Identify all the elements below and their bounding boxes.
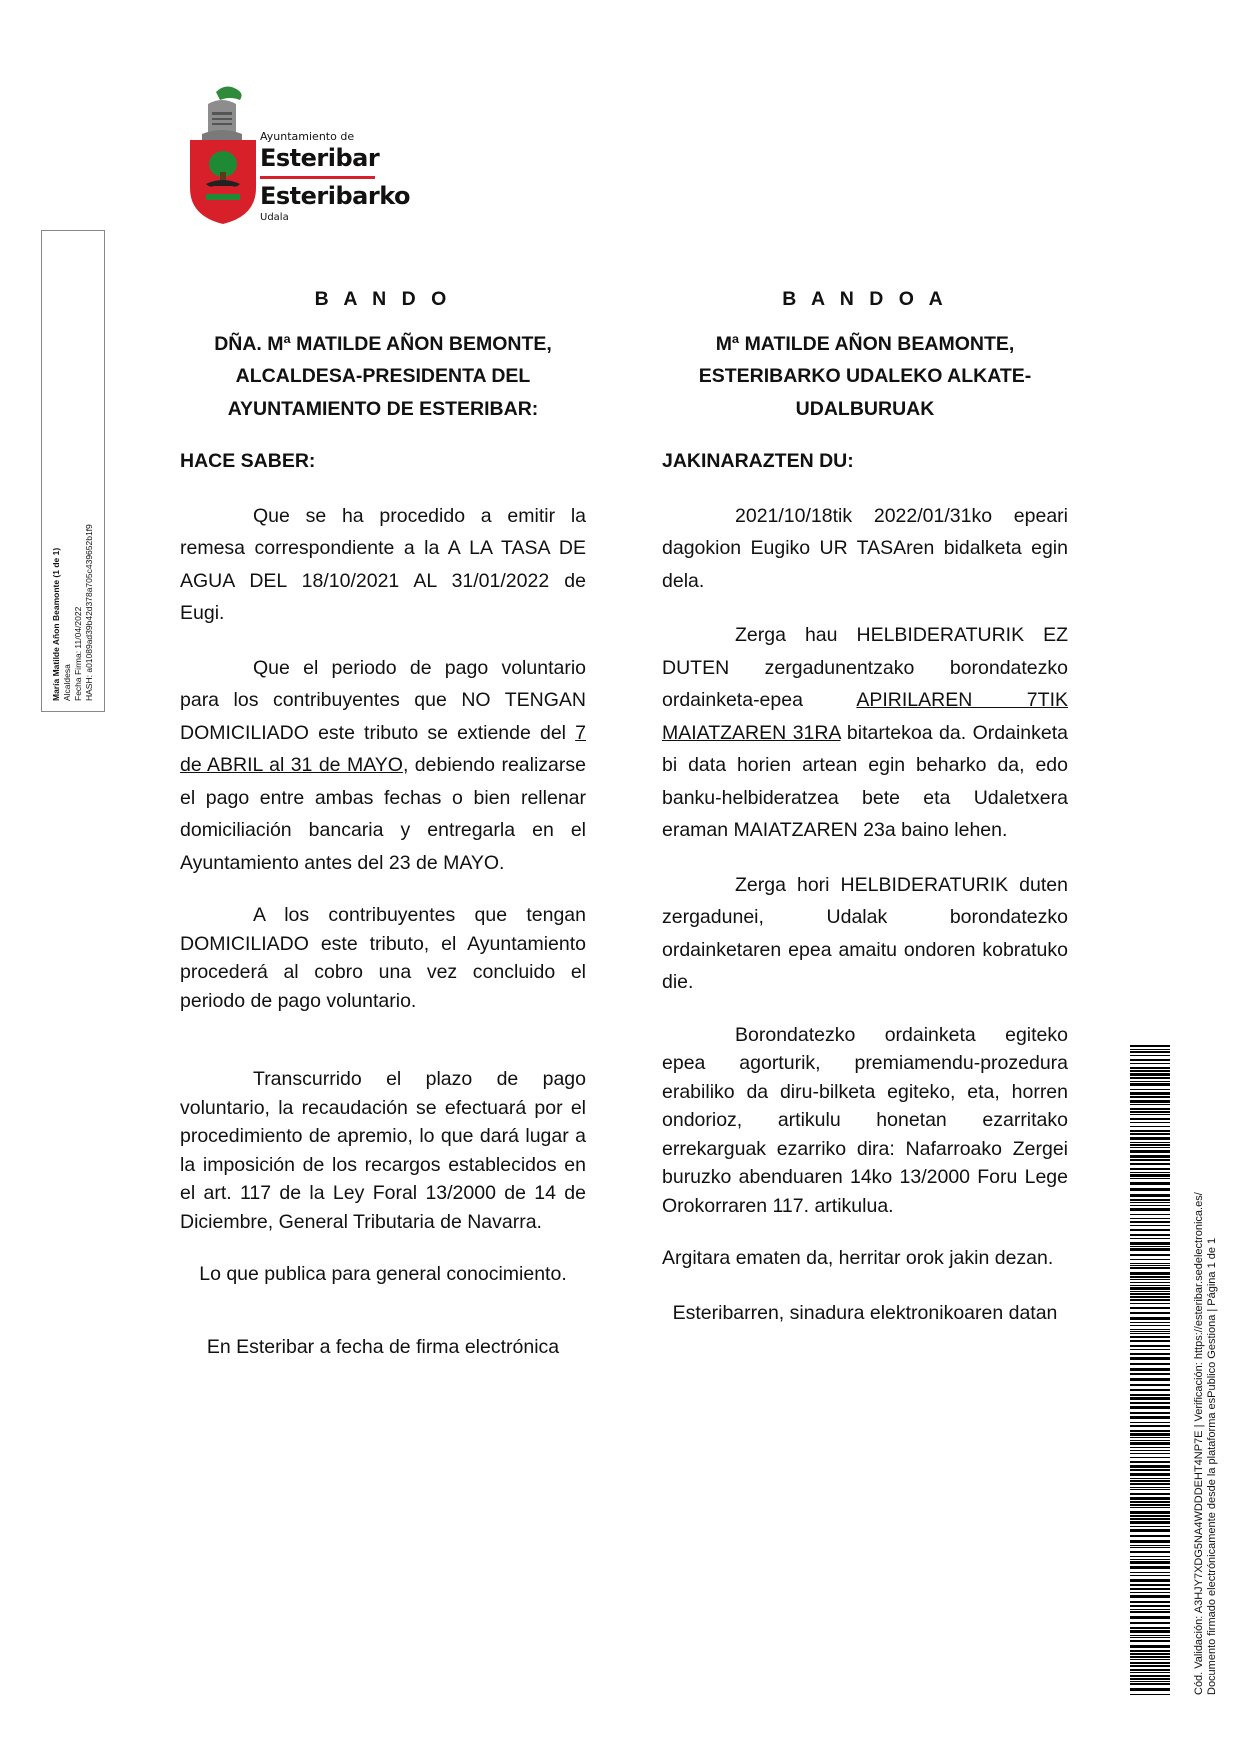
barcode-bar — [1130, 1133, 1170, 1135]
paragraph-bidalketa: 2021/10/18tik 2022/01/31ko epeari dagokion Eugiko UR TASAren bidalketa egin dela. — [662, 504, 1068, 592]
barcode-bar — [1130, 1279, 1170, 1280]
barcode-bar — [1130, 1566, 1170, 1569]
barcode-bar — [1130, 1551, 1170, 1553]
barcode-bar — [1130, 1579, 1170, 1582]
barcode-bar — [1130, 1457, 1170, 1458]
barcode-bar — [1130, 1248, 1170, 1251]
barcode-bar — [1130, 1588, 1170, 1590]
barcode-bar — [1130, 1111, 1170, 1113]
barcode-bar — [1130, 1225, 1170, 1226]
place-date-eu: Esteribarren, sinadura elektronikoaren datan — [672, 1301, 1058, 1324]
barcode-bar — [1130, 1694, 1170, 1695]
barcode-bar — [1130, 1402, 1170, 1404]
barcode-bar — [1130, 1440, 1170, 1441]
barcode-bar — [1130, 1336, 1170, 1338]
barcode-bar — [1130, 1238, 1170, 1239]
barcode-bar — [1130, 1465, 1170, 1468]
barcode-bar — [1130, 1345, 1170, 1347]
barcode-bar — [1130, 1572, 1170, 1573]
verification-platform-line: Documento firmado electrónicamente desde la plataforma esPublico Gestiona | Página 1 de 1 — [1205, 1237, 1218, 1695]
barcode-bar — [1130, 1601, 1170, 1603]
bandoa-basque-column — [662, 283, 1068, 1329]
barcode — [1130, 1045, 1170, 1695]
barcode-bar — [1130, 1194, 1170, 1197]
barcode-bar — [1130, 1265, 1170, 1266]
logo-udala: Udala — [260, 212, 289, 223]
signature-text — [51, 241, 95, 701]
barcode-bar — [1130, 1317, 1170, 1320]
barcode-bar — [1130, 1515, 1170, 1517]
barcode-bar — [1130, 1389, 1170, 1391]
barcode-bar — [1130, 1480, 1170, 1482]
barcode-bar — [1130, 1609, 1170, 1610]
barcode-bar — [1130, 1205, 1170, 1206]
barcode-bar — [1130, 1556, 1170, 1557]
barcode-bar — [1130, 1640, 1170, 1642]
paragraph-publica: Lo que publica para general conocimiento. — [199, 1263, 567, 1285]
barcode-bar — [1130, 1051, 1170, 1053]
barcode-bar — [1130, 1073, 1170, 1076]
barcode-bar — [1130, 1067, 1170, 1069]
paragraph-helbideraturik: Zerga hori HELBIDERATURIK duten zergadunei, Udalak borondatezko ordainketaren epea amaitu ondoren kobratuko die. — [662, 873, 1068, 993]
barcode-bar — [1130, 1683, 1170, 1685]
barcode-bar — [1130, 1430, 1170, 1432]
barcode-bar — [1130, 1291, 1170, 1292]
barcode-bar — [1130, 1155, 1170, 1158]
barcode-bar — [1130, 1478, 1170, 1479]
periodo-dates: 7 de ABRIL al 31 de MAYO — [180, 721, 586, 776]
barcode-bar — [1130, 1378, 1170, 1381]
barcode-bar — [1130, 1293, 1170, 1295]
barcode-bar — [1130, 1469, 1170, 1471]
barcode-bar — [1130, 1199, 1170, 1201]
barcode-bar — [1130, 1333, 1170, 1334]
barcode-bar — [1130, 1627, 1170, 1629]
barcode-bar — [1130, 1168, 1170, 1170]
barcode-bar — [1130, 1122, 1170, 1123]
barcode-bar — [1130, 1118, 1170, 1120]
barcode-bar — [1130, 1406, 1170, 1409]
barcode-bar — [1130, 1299, 1170, 1301]
barcode-bar — [1130, 1263, 1170, 1264]
barcode-bar — [1130, 1363, 1170, 1365]
barcode-bar — [1130, 1147, 1170, 1148]
barcode-bar — [1130, 1059, 1170, 1061]
barcode-bar — [1130, 1447, 1170, 1448]
signer-name: María Matilde Añon Beamonte (1 de 1) — [51, 547, 61, 701]
barcode-bar — [1130, 1049, 1170, 1050]
logo-small-text: Ayuntamiento de — [260, 130, 355, 143]
barcode-bar — [1130, 1142, 1170, 1143]
barcode-bar — [1130, 1493, 1170, 1495]
barcode-bar — [1130, 1130, 1170, 1132]
barcode-bar — [1130, 1182, 1170, 1185]
barcode-bar — [1130, 1616, 1170, 1619]
barcode-bar — [1130, 1081, 1170, 1082]
barcode-bar — [1130, 1055, 1170, 1056]
barcode-bar — [1130, 1584, 1170, 1586]
barcode-bar — [1130, 1259, 1170, 1260]
barcode-bar — [1130, 1511, 1170, 1514]
barcode-bar — [1130, 1442, 1170, 1445]
epea-text-b: bitartekoa da. Ordainketa bi data horien artean egin beharko da, edo banku-helbideratzea bete eta Udaletxera eraman MAIATZAREN 23a baino lehen. — [662, 721, 1068, 841]
barcode-bar — [1130, 1325, 1170, 1326]
barcode-bar — [1130, 1397, 1170, 1400]
barcode-bar — [1130, 1287, 1170, 1290]
periodo-text-a: Que el periodo de pago voluntario para los contribuyentes que NO TENGAN DOMICILIADO este tributo se extiende del — [180, 656, 586, 744]
barcode-bar — [1130, 1635, 1170, 1636]
barcode-bar — [1130, 1497, 1170, 1500]
barcode-bar — [1130, 1425, 1170, 1427]
barcode-bar — [1130, 1172, 1170, 1173]
municipality-logo — [186, 84, 411, 224]
barcode-bar — [1130, 1114, 1170, 1115]
barcode-bar — [1130, 1303, 1170, 1304]
barcode-bar — [1130, 1174, 1170, 1177]
barcode-bar — [1130, 1529, 1170, 1532]
barcode-bar — [1130, 1637, 1170, 1638]
epea-text-a: Zerga hau HELBIDERATURIK EZ DUTEN zergadunentzako borondatezko ordainketa-epea — [662, 624, 1068, 711]
barcode-bar — [1130, 1559, 1170, 1560]
barcode-bar — [1130, 1540, 1170, 1543]
barcode-bar — [1130, 1450, 1170, 1451]
barcode-bar — [1130, 1096, 1170, 1098]
barcode-bar — [1130, 1083, 1170, 1086]
logo-divider — [260, 176, 375, 179]
barcode-bar — [1130, 1126, 1170, 1127]
barcode-bar — [1130, 1483, 1170, 1485]
barcode-bar — [1130, 1653, 1170, 1655]
barcode-bar — [1130, 1675, 1170, 1677]
barcode-bar — [1130, 1254, 1170, 1256]
barcode-bar — [1130, 1322, 1170, 1323]
barcode-bar — [1130, 1242, 1170, 1245]
bando-title: B A N D O — [314, 288, 452, 310]
barcode-bar — [1130, 1089, 1170, 1090]
barcode-bar — [1130, 1595, 1170, 1598]
barcode-bar — [1130, 1535, 1170, 1537]
barcode-bar — [1130, 1285, 1170, 1286]
barcode-bar — [1130, 1592, 1170, 1593]
periodo-text-b: , debiendo realizarse el pago entre ambas fechas o bien rellenar domiciliación bancaria y entregarla en el Ayuntamiento antes del 23 de MAYO. — [180, 754, 586, 874]
signature-hash: HASH: a01089ad39b42d378a705c439652b1f9 — [84, 524, 94, 701]
place-date: En Esteribar a fecha de firma electrónica — [206, 1335, 560, 1358]
barcode-bar — [1130, 1100, 1170, 1103]
paragraph-argitara: Argitara ematen da, herritar orok jakin dezan. — [662, 1247, 1054, 1269]
barcode-bar — [1130, 1650, 1170, 1652]
barcode-bar — [1130, 1045, 1170, 1047]
mayor-heading: DÑA. Mª MATILDE AÑON BEMONTE, ALCALDESA-PRESIDENTA DEL AYUNTAMIENTO DE ESTERIBAR: — [214, 332, 552, 420]
barcode-bar — [1130, 1384, 1170, 1386]
barcode-bar — [1130, 1163, 1170, 1165]
barcode-bar — [1130, 1521, 1170, 1524]
paragraph-premiamendu: Borondatezko ordainketa egiteko epea agorturik, premiamendu-prozedura erabiliko da diru-bilketa egiteko, eta, horren ondorioz, artikulu honetan ezarritako errekarguak ezarriko dira: Nafarroako Zergei buruzko abenduaren 14ko 13/2000 Foru Lege Orokorraren 117. artikulua. — [662, 1023, 1068, 1217]
alkate-heading: Mª MATILDE AÑON BEAMONTE, ESTERIBARKO UDALEKO ALKATE-UDALBURUAK — [698, 332, 1032, 420]
barcode-bar — [1130, 1561, 1170, 1564]
paragraph-epea — [662, 619, 1068, 847]
verification-text — [1193, 1045, 1219, 1695]
barcode-bar — [1130, 1214, 1170, 1215]
barcode-bar — [1130, 1104, 1170, 1105]
barcode-bar — [1130, 1526, 1170, 1527]
barcode-bar — [1130, 1331, 1170, 1332]
barcode-bar — [1130, 1688, 1170, 1691]
barcode-bar — [1130, 1221, 1170, 1223]
barcode-bar — [1130, 1461, 1170, 1463]
verification-code-line: Cód. Validación: A3HJY7XDG5NA4WDDDEHT4NP7E | Verificación: https://esteribar.sedelectronica.es/ — [1192, 1192, 1205, 1695]
barcode-bar — [1130, 1282, 1170, 1283]
barcode-bar — [1130, 1545, 1170, 1546]
barcode-bar — [1130, 1307, 1170, 1309]
signature-box — [41, 230, 105, 712]
barcode-bar — [1130, 1681, 1170, 1682]
barcode-bar — [1130, 1547, 1170, 1548]
barcode-bar — [1130, 1394, 1170, 1396]
paragraph-remesa: Que se ha procedido a emitir la remesa correspondiente a la A LA TASA DE AGUA DEL 18/10/2021 AL 31/01/2022 de Eugi. — [180, 504, 586, 624]
barcode-bar — [1130, 1645, 1170, 1648]
barcode-bar — [1130, 1662, 1170, 1664]
barcode-bar — [1130, 1489, 1170, 1490]
barcode-bar — [1130, 1672, 1170, 1673]
barcode-bar — [1130, 1340, 1170, 1342]
coat-of-arms-icon — [186, 84, 261, 224]
barcode-bar — [1130, 1218, 1170, 1219]
barcode-bar — [1130, 1178, 1170, 1179]
barcode-bar — [1130, 1092, 1170, 1095]
paragraph-apremio: Transcurrido el plazo de pago voluntario, la recaudación se efectuará por el procedimiento de apremio, lo que dará lugar a la imposición de los recargos establecidos en el art. 117 de la Ley Foral 13/2000 de 14 de Diciembre, General Tributaria de Navarra. — [180, 1068, 586, 1233]
barcode-bar — [1130, 1246, 1170, 1247]
barcode-bar — [1130, 1276, 1170, 1278]
bandoa-title: B A N D O A — [782, 288, 948, 310]
hace-saber: HACE SABER: — [180, 450, 316, 472]
barcode-bar — [1130, 1518, 1170, 1520]
barcode-bar — [1130, 1678, 1170, 1680]
logo-name-eu: Esteribarko — [260, 182, 411, 210]
barcode-bar — [1130, 1416, 1170, 1419]
barcode-bar — [1130, 1611, 1170, 1613]
barcode-bar — [1130, 1437, 1170, 1438]
barcode-bar — [1130, 1063, 1170, 1064]
barcode-bar — [1130, 1665, 1170, 1667]
barcode-bar — [1130, 1202, 1170, 1203]
signature-date: Fecha Firma: 11/04/2022 — [73, 606, 83, 701]
barcode-bar — [1130, 1473, 1170, 1476]
barcode-bar — [1130, 1659, 1170, 1660]
barcode-bar — [1130, 1412, 1170, 1414]
epea-dates: APIRILAREN 7TIK MAIATZAREN 31RA — [662, 689, 1068, 744]
barcode-bar — [1130, 1208, 1170, 1211]
barcode-bar — [1130, 1188, 1170, 1191]
barcode-bar — [1130, 1622, 1170, 1624]
barcode-bar — [1130, 1272, 1170, 1275]
verification-block — [1183, 1045, 1228, 1695]
barcode-bar — [1130, 1108, 1170, 1110]
jakinarazten-du: JAKINARAZTEN DU: — [662, 450, 854, 472]
barcode-bar — [1130, 1368, 1170, 1371]
barcode-bar — [1130, 1144, 1170, 1146]
barcode-bar — [1130, 1137, 1170, 1140]
barcode-bar — [1130, 1433, 1170, 1436]
barcode-bar — [1130, 1329, 1170, 1330]
barcode-bar — [1130, 1630, 1170, 1633]
barcode-bar — [1130, 1234, 1170, 1236]
barcode-bar — [1130, 1507, 1170, 1508]
barcode-bar — [1130, 1150, 1170, 1153]
barcode-bar — [1130, 1504, 1170, 1506]
paragraph-domiciliado: A los contribuyentes que tengan DOMICILIADO este tributo, el Ayuntamiento procederá al cobro una vez concluido el periodo de pago voluntario. — [180, 904, 586, 1012]
barcode-bar — [1130, 1077, 1170, 1079]
barcode-bar — [1130, 1575, 1170, 1576]
signer-role: Alcaldesa — [62, 664, 72, 701]
barcode-bar — [1130, 1501, 1170, 1503]
barcode-bar — [1130, 1296, 1170, 1298]
barcode-bar — [1130, 1453, 1170, 1454]
barcode-bar — [1130, 1422, 1170, 1423]
barcode-bar — [1130, 1229, 1170, 1231]
bando-spanish-column — [180, 283, 586, 1363]
barcode-bar — [1130, 1487, 1170, 1488]
barcode-bar — [1130, 1373, 1170, 1375]
barcode-bar — [1130, 1353, 1170, 1355]
barcode-bar — [1130, 1312, 1170, 1314]
barcode-bar — [1130, 1159, 1170, 1161]
barcode-bar — [1130, 1656, 1170, 1658]
logo-name-es: Esteribar — [260, 144, 380, 172]
barcode-bar — [1130, 1349, 1170, 1350]
barcode-bar — [1130, 1669, 1170, 1671]
barcode-bar — [1130, 1070, 1170, 1072]
barcode-bar — [1130, 1357, 1170, 1360]
barcode-bar — [1130, 1267, 1170, 1269]
barcode-bar — [1130, 1605, 1170, 1607]
paragraph-periodo — [180, 652, 586, 880]
